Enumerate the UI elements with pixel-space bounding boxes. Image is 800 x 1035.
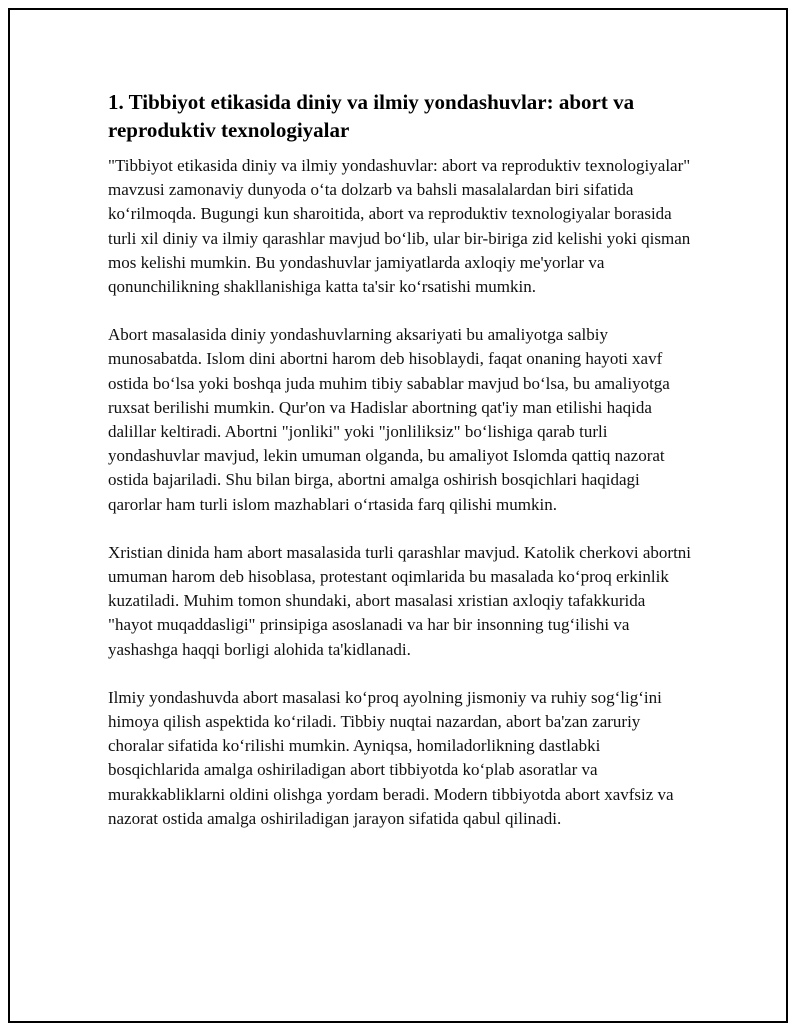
paragraph-scientific-approach: Ilmiy yondashuvda abort masalasi ko‘proq ayolning jismoniy va ruhiy sog‘lig‘ini himoya qilish aspektida ko‘riladi. Tibbiy nuqtai nazardan, abort ba'zan zaruriy choralar sifatida ko‘rilishi mumkin. Ayniqsa, homiladorlikning dastlabki bosqichlarida amalga oshiriladigan abort tibbiyotda ko‘plab asoratlar va murakkabliklarni oldini olishga yordam beradi. Modern tibbiyotda abort xavfsiz va nazorat ostida amalga oshiriladigan jarayon sifatida qabul qilinadi. xyxy=(108,687,674,828)
document-body xyxy=(108,88,693,855)
section-heading: 1. Tibbiyot etikasida diniy va ilmiy yondashuvlar: abort va reproduktiv texnologiyalar xyxy=(108,90,635,142)
paragraph-christian-approach: Xristian dinida ham abort masalasida turli qarashlar mavjud. Katolik cherkovi abortni umuman harom deb hisoblasa, protestant oqimlarida bu masalada ko‘proq erkinlik kuzatiladi. Muhim tomon shundaki, abort masalasi xristian axloqiy tafakkurida "hayot muqaddasligi" prinsipiga asoslanadi va har bir insonning tug‘ilishi va yashashga haqqi borligi alohida ta'kidlanadi. xyxy=(108,542,692,659)
paragraph-religious-approach: Abort masalasida diniy yondashuvlarning aksariyati bu amaliyotga salbiy munosabatda. Islom dini abortni harom deb hisoblaydi, faqat onaning hayoti xavf ostida bo‘lsa yoki boshqa juda muhim tibiy sabablar mavjud bo‘lsa, bu amaliyotga ruxsat berilishi mumkin. Qur'on va Hadislar abortning qat'iy man etilishi haqida dalillar keltiradi. Abortni "jonliki" yoki "jonliliksiz" bo‘lishiga qarab turli yondashuvlar mavjud, lekin umuman olganda, bu amaliyot Islomda qattiq nazorat ostida bajariladi. Shu bilan birga, abortni amalga oshirish bosqichlari haqidagi qarorlar ham turli islom mazhablari o‘rtasida farq qilishi mumkin. xyxy=(108,325,670,514)
paragraph-intro: "Tibbiyot etikasida diniy va ilmiy yondashuvlar: abort va reproduktiv texnologiyalar" mavzusi zamonaviy dunyoda o‘ta dolzarb va bahsli masalalardan biri sifatida ko‘rilmoqda. Bugungi kun sharoitida, abort va reproduktiv texnologiyalar borasida turli xil diniy va ilmiy qarashlar mavjud bo‘lib, ular bir-biriga zid kelishi yoki qisman mos kelishi mumkin. Bu yondashuvlar jamiyatlarda axloqiy me'yorlar va qonunchilikning shakllanishiga katta ta'sir ko‘rsatishi mumkin. xyxy=(108,156,691,297)
